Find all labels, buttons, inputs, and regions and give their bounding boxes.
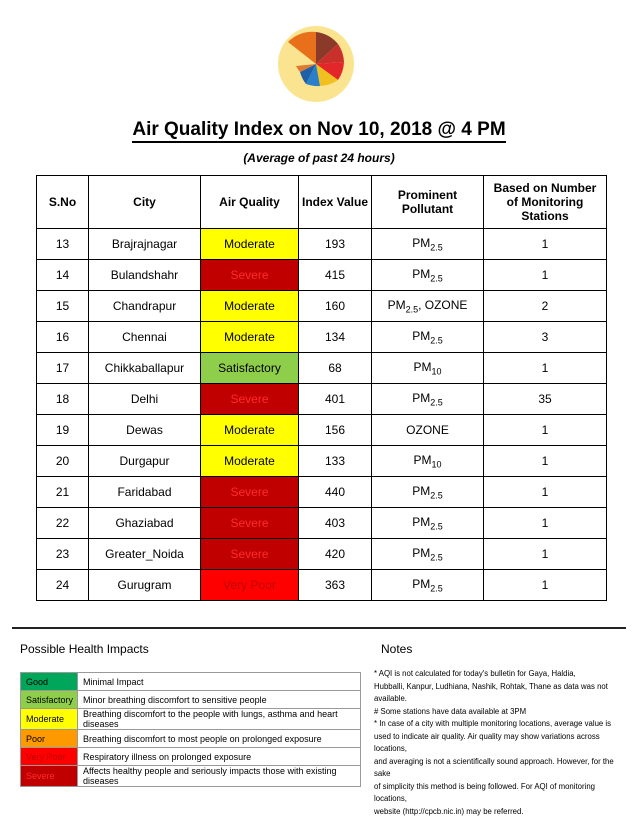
pollutant-name: PM (412, 483, 431, 498)
cpcb-logo (278, 26, 354, 102)
table-row (37, 384, 607, 415)
index-cell: 363 (299, 570, 372, 601)
stations-cell: 35 (484, 384, 607, 415)
impact-description: Affects healthy people and seriously impacts those with existing diseases (78, 766, 361, 787)
pollutant-cell (372, 508, 484, 539)
pollutant-subscript: 2.5 (430, 552, 443, 563)
stations-cell: 2 (484, 291, 607, 322)
sno-cell: 18 (37, 384, 89, 415)
sno-cell: 20 (37, 446, 89, 477)
pollutant-name: PM (412, 328, 431, 343)
table-row (37, 570, 607, 601)
index-cell: 415 (299, 260, 372, 291)
city-cell: Ghaziabad (89, 508, 201, 539)
stations-cell: 1 (484, 570, 607, 601)
pollutant-subscript: 2.5 (430, 242, 443, 253)
index-cell: 193 (299, 229, 372, 260)
page-subtitle: (Average of past 24 hours) (243, 151, 395, 165)
quality-cell: Satisfactory (201, 353, 299, 384)
impact-description: Minimal Impact (78, 673, 361, 691)
pollutant-subscript: 10 (431, 459, 442, 470)
note-line: and averaging is not a scientifically sound approach. However, for the sake (374, 756, 614, 778)
note-line: Hubballi, Kanpur, Ludhiana, Nashik, Rohtak, Thane as data was not (374, 681, 608, 691)
col-stations: Based on Number of Monitoring Stations (484, 176, 607, 229)
impact-row (21, 673, 361, 691)
sno-cell: 15 (37, 291, 89, 322)
index-cell: 68 (299, 353, 372, 384)
sno-cell: 19 (37, 415, 89, 446)
table-row (37, 260, 607, 291)
col-pollutant: Prominent Pollutant (372, 176, 484, 229)
city-cell: Chikkaballapur (89, 353, 201, 384)
health-impact-table (20, 672, 361, 787)
pollutant-name: PM (412, 545, 431, 560)
stations-cell: 1 (484, 446, 607, 477)
quality-cell: Moderate (201, 291, 299, 322)
city-cell: Bulandshahr (89, 260, 201, 291)
note-line: available. (374, 694, 407, 703)
note-line: * AQI is not calculated for today's bulletin for Gaya, Haldia, (374, 669, 576, 678)
stations-cell: 1 (484, 353, 607, 384)
pollutant-cell (372, 570, 484, 601)
pollutant-cell (372, 539, 484, 570)
quality-cell: Moderate (201, 446, 299, 477)
table-row (37, 508, 607, 539)
quality-cell: Severe (201, 539, 299, 570)
pollutant-name: PM (412, 390, 431, 405)
stations-cell: 1 (484, 260, 607, 291)
quality-cell: Severe (201, 477, 299, 508)
sno-cell: 13 (37, 229, 89, 260)
notes-title: Notes (381, 642, 413, 656)
pollutant-name: OZONE (406, 423, 449, 437)
pollutant-name: PM (413, 452, 432, 467)
health-title: Possible Health Impacts (20, 642, 149, 656)
city-cell: Greater_Noida (89, 539, 201, 570)
table-row (37, 322, 607, 353)
impact-level: Moderate (21, 709, 78, 730)
section-divider (12, 627, 626, 629)
city-cell: Durgapur (89, 446, 201, 477)
pollutant-subscript: 2.5 (430, 521, 443, 532)
quality-cell: Severe (201, 508, 299, 539)
quality-cell: Severe (201, 260, 299, 291)
impact-description: Breathing discomfort to the people with lungs, asthma and heart diseases (78, 709, 361, 730)
pollutant-subscript: 2.5 (430, 397, 443, 408)
pollutant-name: PM (387, 297, 406, 312)
impact-row (21, 709, 361, 730)
pollutant-cell (372, 260, 484, 291)
index-cell: 420 (299, 539, 372, 570)
pollutant-subscript: 2.5 (430, 273, 443, 284)
impact-level: Severe (21, 766, 78, 787)
sno-cell: 22 (37, 508, 89, 539)
table-row (37, 446, 607, 477)
pollutant-name: PM (413, 359, 432, 374)
table-row (37, 353, 607, 384)
quality-cell: Moderate (201, 415, 299, 446)
pollutant-suffix: , OZONE (418, 297, 468, 312)
notes-body (374, 668, 624, 818)
impact-description: Breathing discomfort to most people on prolonged exposure (78, 730, 361, 748)
quality-cell: Moderate (201, 229, 299, 260)
index-cell: 133 (299, 446, 372, 477)
table-header-row (37, 176, 607, 229)
col-city: City (89, 176, 201, 229)
index-cell: 156 (299, 415, 372, 446)
index-cell: 440 (299, 477, 372, 508)
city-cell: Faridabad (89, 477, 201, 508)
col-sno: S.No (37, 176, 89, 229)
impact-row (21, 748, 361, 766)
sno-cell: 16 (37, 322, 89, 353)
impact-level: Very Poor (21, 748, 78, 766)
stations-cell: 1 (484, 477, 607, 508)
pollutant-name: PM (412, 576, 431, 591)
pollutant-cell (372, 229, 484, 260)
stations-cell: 1 (484, 415, 607, 446)
pollutant-subscript: 2.5 (405, 304, 419, 315)
table-row (37, 477, 607, 508)
table-row (37, 229, 607, 260)
stations-cell: 1 (484, 539, 607, 570)
sno-cell: 14 (37, 260, 89, 291)
city-cell: Chennai (89, 322, 201, 353)
pollutant-cell (372, 415, 484, 446)
pollutant-subscript: 10 (431, 366, 442, 377)
table-row (37, 291, 607, 322)
pollutant-cell (372, 446, 484, 477)
sno-cell: 21 (37, 477, 89, 508)
city-cell: Gurugram (89, 570, 201, 601)
impact-description: Respiratory illness on prolonged exposure (78, 748, 361, 766)
table-row (37, 415, 607, 446)
pollutant-subscript: 2.5 (430, 335, 443, 346)
pollutant-name: PM (412, 235, 431, 250)
col-air-quality: Air Quality (201, 176, 299, 229)
pollutant-subscript: 2.5 (430, 583, 443, 594)
city-cell: Dewas (89, 415, 201, 446)
index-cell: 160 (299, 291, 372, 322)
pollutant-cell (372, 477, 484, 508)
note-line: # Some stations have data available at 3PM (374, 706, 527, 716)
impact-level: Good (21, 673, 78, 691)
pollutant-cell (372, 353, 484, 384)
sno-cell: 17 (37, 353, 89, 384)
pollutant-subscript: 2.5 (430, 490, 443, 501)
impact-description: Minor breathing discomfort to sensitive people (78, 691, 361, 709)
col-index-value: Index Value (299, 176, 372, 229)
impact-row (21, 691, 361, 709)
stations-cell: 3 (484, 322, 607, 353)
impact-row (21, 766, 361, 787)
pollutant-name: PM (412, 266, 431, 281)
pollutant-cell (372, 291, 484, 322)
index-cell: 403 (299, 508, 372, 539)
city-cell: Delhi (89, 384, 201, 415)
city-cell: Brajrajnagar (89, 229, 201, 260)
pollutant-cell (372, 384, 484, 415)
impact-level: Satisfactory (21, 691, 78, 709)
stations-cell: 1 (484, 508, 607, 539)
city-cell: Chandrapur (89, 291, 201, 322)
note-line: used to indicate air quality. Air quality may show variations across locations, (374, 731, 600, 753)
sno-cell: 24 (37, 570, 89, 601)
pollutant-name: PM (412, 514, 431, 529)
sno-cell: 23 (37, 539, 89, 570)
impact-level: Poor (21, 730, 78, 748)
stations-cell: 1 (484, 229, 607, 260)
aqi-table (36, 175, 607, 601)
quality-cell: Very Poor (201, 570, 299, 601)
index-cell: 401 (299, 384, 372, 415)
quality-cell: Moderate (201, 322, 299, 353)
note-line: of simplicity this method is being followed. For AQI of monitoring locations, (374, 781, 596, 803)
impact-row (21, 730, 361, 748)
index-cell: 134 (299, 322, 372, 353)
page-title: Air Quality Index on Nov 10, 2018 @ 4 PM (0, 119, 638, 141)
pollutant-cell (372, 322, 484, 353)
table-row (37, 539, 607, 570)
note-line: * In case of a city with multiple monitoring locations, average value is (374, 719, 612, 728)
quality-cell: Severe (201, 384, 299, 415)
note-line: website (http://cpcb.nic.in) may be referred. (374, 806, 524, 816)
